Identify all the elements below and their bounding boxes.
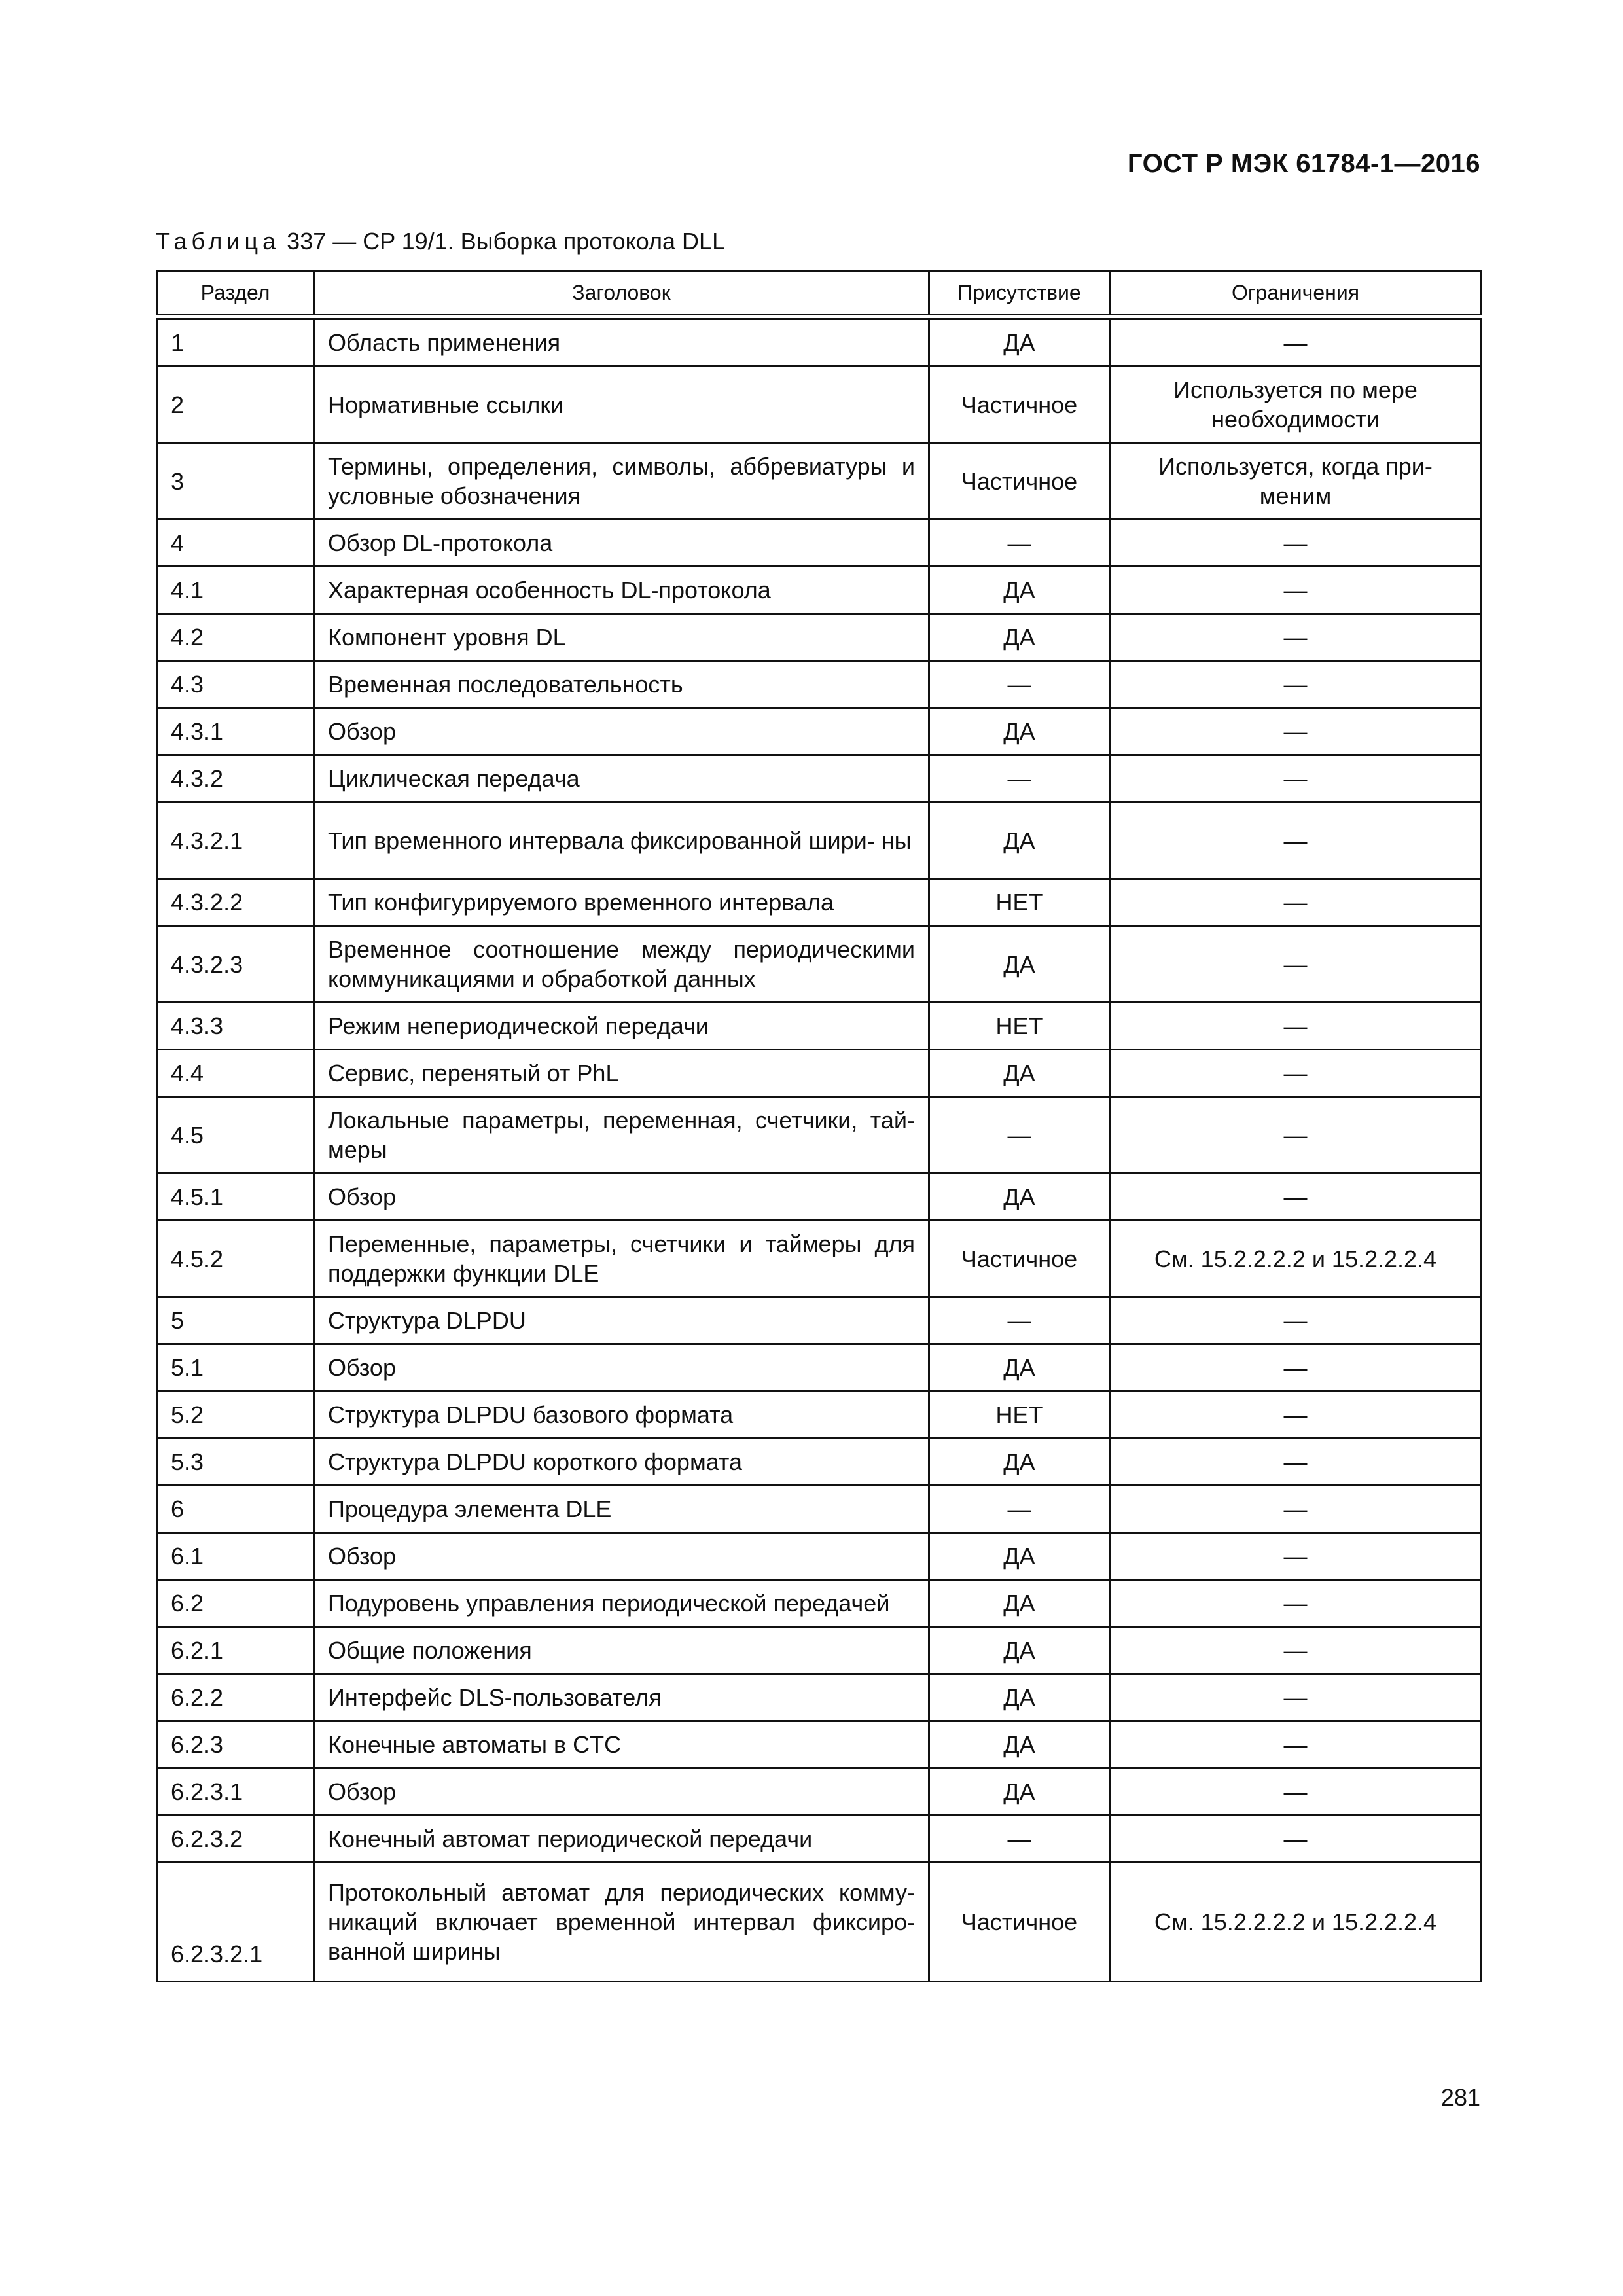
standard-designation: ГОСТ Р МЭК 61784-1—2016 <box>1127 149 1480 178</box>
section-cell: 5.2 <box>157 1391 314 1439</box>
section-cell: 4.3.1 <box>157 708 314 755</box>
limits-cell: — <box>1110 1486 1482 1533</box>
column-header-presence: Присутствие <box>929 271 1110 317</box>
limits-cell: — <box>1110 1003 1482 1050</box>
section-cell: 6.2.1 <box>157 1627 314 1674</box>
limits-cell: — <box>1110 926 1482 1003</box>
column-header-section: Раздел <box>157 271 314 317</box>
title-cell: Обзор <box>314 708 929 755</box>
limits-cell: — <box>1110 520 1482 567</box>
title-cell: Протокольный автомат для периодических комму- никаций включает временной интервал фиксиро- ванной ширины <box>314 1863 929 1982</box>
section-cell: 4.5.2 <box>157 1221 314 1297</box>
section-cell: 6.2.2 <box>157 1674 314 1721</box>
presence-cell: ДА <box>929 1439 1110 1486</box>
presence-cell: — <box>929 1097 1110 1174</box>
presence-cell: ДА <box>929 1580 1110 1627</box>
presence-cell: Частичное <box>929 443 1110 520</box>
title-cell: Тип временного интервала фиксированной шири- ны <box>314 802 929 879</box>
limits-cell: — <box>1110 1816 1482 1863</box>
section-cell: 6.2 <box>157 1580 314 1627</box>
presence-cell: ДА <box>929 614 1110 661</box>
title-cell: Обзор DL-протокола <box>314 520 929 567</box>
limits-cell: — <box>1110 708 1482 755</box>
limits-cell: — <box>1110 755 1482 802</box>
title-cell: Область применения <box>314 317 929 367</box>
limits-cell: — <box>1110 1439 1482 1486</box>
presence-cell: ДА <box>929 1768 1110 1816</box>
presence-cell: — <box>929 520 1110 567</box>
title-cell: Тип конфигурируемого временного интервала <box>314 879 929 926</box>
presence-cell: — <box>929 1486 1110 1533</box>
presence-cell: Частичное <box>929 1863 1110 1982</box>
presence-cell: ДА <box>929 926 1110 1003</box>
limits-cell: — <box>1110 1391 1482 1439</box>
title-cell: Структура DLPDU короткого формата <box>314 1439 929 1486</box>
section-cell: 6.2.3.2.1 <box>157 1863 314 1982</box>
section-cell: 6.2.3.2 <box>157 1816 314 1863</box>
title-cell: Структура DLPDU базового формата <box>314 1391 929 1439</box>
presence-cell: — <box>929 1297 1110 1344</box>
section-cell: 4.1 <box>157 567 314 614</box>
table-row <box>157 1003 1482 1050</box>
section-cell: 5.1 <box>157 1344 314 1391</box>
table-row <box>157 1050 1482 1097</box>
table-row <box>157 1297 1482 1344</box>
table-row <box>157 1486 1482 1533</box>
presence-cell: ДА <box>929 1627 1110 1674</box>
section-cell: 4.4 <box>157 1050 314 1097</box>
limits-cell: — <box>1110 1674 1482 1721</box>
table-caption-text: 337 — CP 19/1. Выборка протокола DLL <box>287 228 726 255</box>
presence-cell: ДА <box>929 1344 1110 1391</box>
presence-cell: ДА <box>929 708 1110 755</box>
title-cell: Сервис, перенятый от PhL <box>314 1050 929 1097</box>
table-row <box>157 1627 1482 1674</box>
title-cell: Общие положения <box>314 1627 929 1674</box>
table-row <box>157 1174 1482 1221</box>
limits-cell: — <box>1110 317 1482 367</box>
title-cell: Локальные параметры, переменная, счетчики, тай- меры <box>314 1097 929 1174</box>
limits-cell: — <box>1110 567 1482 614</box>
limits-cell: — <box>1110 1297 1482 1344</box>
table-caption-label: Таблица <box>156 228 281 255</box>
limits-cell: — <box>1110 802 1482 879</box>
section-cell: 6.1 <box>157 1533 314 1580</box>
section-cell: 4.5.1 <box>157 1174 314 1221</box>
table-row <box>157 1533 1482 1580</box>
page-number: 281 <box>1440 2084 1480 2111</box>
table-row <box>157 1391 1482 1439</box>
title-cell: Циклическая передача <box>314 755 929 802</box>
table-row <box>157 443 1482 520</box>
title-cell: Обзор <box>314 1344 929 1391</box>
section-cell: 6 <box>157 1486 314 1533</box>
limits-cell: — <box>1110 661 1482 708</box>
limits-cell: См. 15.2.2.2.2 и 15.2.2.2.4 <box>1110 1221 1482 1297</box>
limits-cell: Используется, когда при- меним <box>1110 443 1482 520</box>
table-row <box>157 1768 1482 1816</box>
title-cell: Интерфейс DLS-пользователя <box>314 1674 929 1721</box>
section-cell: 3 <box>157 443 314 520</box>
section-cell: 4.3.3 <box>157 1003 314 1050</box>
column-header-limits: Ограничения <box>1110 271 1482 317</box>
section-cell: 6.2.3 <box>157 1721 314 1768</box>
table-row <box>157 1344 1482 1391</box>
table-row <box>157 1863 1482 1982</box>
limits-cell: См. 15.2.2.2.2 и 15.2.2.2.4 <box>1110 1863 1482 1982</box>
limits-cell: — <box>1110 1174 1482 1221</box>
title-cell: Переменные, параметры, счетчики и таймеры для поддержки функции DLE <box>314 1221 929 1297</box>
presence-cell: ДА <box>929 1674 1110 1721</box>
title-cell: Обзор <box>314 1533 929 1580</box>
title-cell: Обзор <box>314 1768 929 1816</box>
section-cell: 2 <box>157 367 314 443</box>
limits-cell: — <box>1110 1050 1482 1097</box>
table-row <box>157 879 1482 926</box>
presence-cell: — <box>929 661 1110 708</box>
presence-cell: — <box>929 755 1110 802</box>
table-row <box>157 1580 1482 1627</box>
table-row <box>157 317 1482 367</box>
table-row <box>157 755 1482 802</box>
presence-cell: ДА <box>929 317 1110 367</box>
presence-cell: НЕТ <box>929 879 1110 926</box>
protocol-selection-table <box>156 270 1482 1982</box>
presence-cell: НЕТ <box>929 1003 1110 1050</box>
table-row <box>157 1439 1482 1486</box>
column-header-title: Заголовок <box>314 271 929 317</box>
table-caption <box>156 228 725 255</box>
limits-cell: Используется по мере необходимости <box>1110 367 1482 443</box>
presence-cell: ДА <box>929 1533 1110 1580</box>
title-cell: Структура DLPDU <box>314 1297 929 1344</box>
table-header-row <box>157 271 1482 317</box>
table-body <box>157 317 1482 1982</box>
title-cell: Конечный автомат периодической передачи <box>314 1816 929 1863</box>
table-row <box>157 1721 1482 1768</box>
title-cell: Нормативные ссылки <box>314 367 929 443</box>
presence-cell: Частичное <box>929 367 1110 443</box>
section-cell: 4.3 <box>157 661 314 708</box>
section-cell: 4.3.2.2 <box>157 879 314 926</box>
table-row <box>157 1221 1482 1297</box>
presence-cell: ДА <box>929 1174 1110 1221</box>
section-cell: 1 <box>157 317 314 367</box>
presence-cell: ДА <box>929 802 1110 879</box>
section-cell: 5 <box>157 1297 314 1344</box>
title-cell: Процедура элемента DLE <box>314 1486 929 1533</box>
section-cell: 4.2 <box>157 614 314 661</box>
presence-cell: НЕТ <box>929 1391 1110 1439</box>
table-row <box>157 708 1482 755</box>
limits-cell: — <box>1110 1533 1482 1580</box>
title-cell: Временная последовательность <box>314 661 929 708</box>
title-cell: Режим непериодической передачи <box>314 1003 929 1050</box>
table-row <box>157 926 1482 1003</box>
section-cell: 4.3.2 <box>157 755 314 802</box>
limits-cell: — <box>1110 1580 1482 1627</box>
table-row <box>157 1816 1482 1863</box>
limits-cell: — <box>1110 1721 1482 1768</box>
table-row <box>157 614 1482 661</box>
presence-cell: ДА <box>929 1721 1110 1768</box>
presence-cell: Частичное <box>929 1221 1110 1297</box>
title-cell: Временное соотношение между периодическими коммуникациями и обработкой данных <box>314 926 929 1003</box>
section-cell: 6.2.3.1 <box>157 1768 314 1816</box>
limits-cell: — <box>1110 1627 1482 1674</box>
limits-cell: — <box>1110 879 1482 926</box>
presence-cell: ДА <box>929 1050 1110 1097</box>
table-row <box>157 661 1482 708</box>
table-row <box>157 520 1482 567</box>
title-cell: Обзор <box>314 1174 929 1221</box>
presence-cell: ДА <box>929 567 1110 614</box>
section-cell: 4.3.2.3 <box>157 926 314 1003</box>
table-row <box>157 567 1482 614</box>
limits-cell: — <box>1110 1768 1482 1816</box>
title-cell: Конечные автоматы в CTC <box>314 1721 929 1768</box>
title-cell: Характерная особенность DL-протокола <box>314 567 929 614</box>
table-row <box>157 1097 1482 1174</box>
section-cell: 5.3 <box>157 1439 314 1486</box>
section-cell: 4.5 <box>157 1097 314 1174</box>
section-cell: 4 <box>157 520 314 567</box>
table-row <box>157 802 1482 879</box>
table-row <box>157 1674 1482 1721</box>
limits-cell: — <box>1110 1344 1482 1391</box>
title-cell: Подуровень управления периодической передачей <box>314 1580 929 1627</box>
title-cell: Термины, определения, символы, аббревиатуры и условные обозначения <box>314 443 929 520</box>
limits-cell: — <box>1110 614 1482 661</box>
section-cell: 4.3.2.1 <box>157 802 314 879</box>
table-row <box>157 367 1482 443</box>
title-cell: Компонент уровня DL <box>314 614 929 661</box>
presence-cell: — <box>929 1816 1110 1863</box>
limits-cell: — <box>1110 1097 1482 1174</box>
